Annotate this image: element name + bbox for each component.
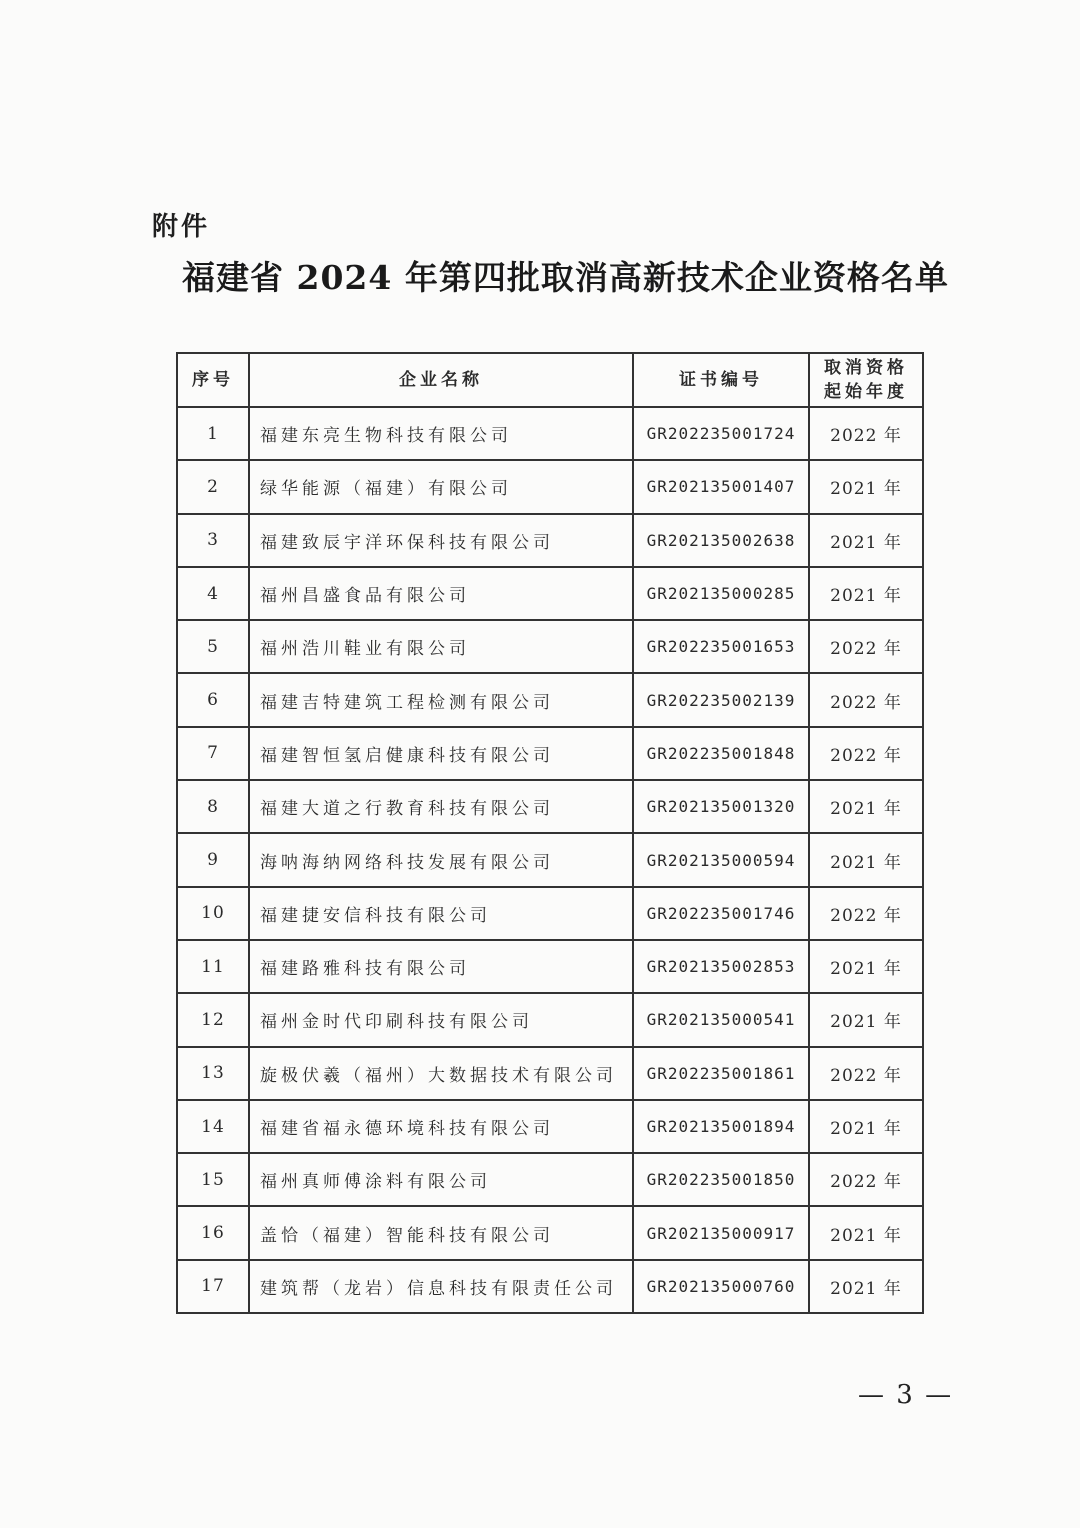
cell-company-name: 旋极伏羲（福州）大数据技术有限公司 <box>249 1047 633 1100</box>
cell-revocation-year: 2022 年 <box>809 620 923 673</box>
cell-certificate-number: GR202235001848 <box>633 727 809 780</box>
cell-revocation-year: 2022 年 <box>809 727 923 780</box>
cell-certificate-number: GR202135001894 <box>633 1100 809 1153</box>
table-row <box>177 407 923 460</box>
cell-serial-number: 11 <box>177 940 249 993</box>
table-row <box>177 460 923 513</box>
cell-certificate-number: GR202135001320 <box>633 780 809 833</box>
cell-certificate-number: GR202235001746 <box>633 887 809 940</box>
cell-revocation-year: 2022 年 <box>809 1153 923 1206</box>
cell-revocation-year: 2022 年 <box>809 1047 923 1100</box>
cell-certificate-number: GR202235001850 <box>633 1153 809 1206</box>
cell-serial-number: 5 <box>177 620 249 673</box>
cell-revocation-year: 2021 年 <box>809 1260 923 1313</box>
cell-company-name: 福建致辰宇洋环保科技有限公司 <box>249 514 633 567</box>
cell-serial-number: 17 <box>177 1260 249 1313</box>
cell-company-name: 福州金时代印刷科技有限公司 <box>249 993 633 1046</box>
cell-serial-number: 1 <box>177 407 249 460</box>
header-revocation-year <box>809 353 923 407</box>
cell-certificate-number: GR202135002853 <box>633 940 809 993</box>
table-row <box>177 1153 923 1206</box>
cell-revocation-year: 2021 年 <box>809 940 923 993</box>
table-row <box>177 833 923 886</box>
cell-serial-number: 7 <box>177 727 249 780</box>
cell-company-name: 福建捷安信科技有限公司 <box>249 887 633 940</box>
table-row <box>177 673 923 726</box>
cell-revocation-year: 2022 年 <box>809 887 923 940</box>
cell-serial-number: 16 <box>177 1206 249 1259</box>
table-row <box>177 727 923 780</box>
cell-company-name: 福建省福永德环境科技有限公司 <box>249 1100 633 1153</box>
cell-revocation-year: 2021 年 <box>809 1100 923 1153</box>
table-row <box>177 993 923 1046</box>
cell-company-name: 建筑帮（龙岩）信息科技有限责任公司 <box>249 1260 633 1313</box>
cell-company-name: 绿华能源（福建）有限公司 <box>249 460 633 513</box>
attachment-label: 附件 <box>152 212 211 242</box>
cell-revocation-year: 2021 年 <box>809 833 923 886</box>
cell-revocation-year: 2021 年 <box>809 514 923 567</box>
cell-company-name: 福建东亮生物科技有限公司 <box>249 407 633 460</box>
cell-certificate-number: GR202135000917 <box>633 1206 809 1259</box>
cell-company-name: 福建吉特建筑工程检测有限公司 <box>249 673 633 726</box>
cell-certificate-number: GR202135001407 <box>633 460 809 513</box>
header-certificate-number: 证书编号 <box>633 353 809 407</box>
header-revocation-year-line2: 起始年度 <box>824 382 908 402</box>
revocation-list-table <box>176 352 924 1314</box>
cell-certificate-number: GR202235001724 <box>633 407 809 460</box>
header-company-name: 企业名称 <box>249 353 633 407</box>
table-row <box>177 1100 923 1153</box>
cell-company-name: 盖恰（福建）智能科技有限公司 <box>249 1206 633 1259</box>
cell-certificate-number: GR202235002139 <box>633 673 809 726</box>
header-serial-number: 序号 <box>177 353 249 407</box>
cell-serial-number: 13 <box>177 1047 249 1100</box>
cell-company-name: 海呐海纳网络科技发展有限公司 <box>249 833 633 886</box>
table-row <box>177 780 923 833</box>
table-row <box>177 620 923 673</box>
cell-certificate-number: GR202235001653 <box>633 620 809 673</box>
cell-revocation-year: 2021 年 <box>809 780 923 833</box>
table-row <box>177 1260 923 1313</box>
cell-serial-number: 6 <box>177 673 249 726</box>
cell-revocation-year: 2021 年 <box>809 1206 923 1259</box>
table-row <box>177 1206 923 1259</box>
cell-serial-number: 12 <box>177 993 249 1046</box>
document-title: 福建省 2024 年第四批取消高新技术企业资格名单 <box>182 258 949 297</box>
cell-revocation-year: 2022 年 <box>809 673 923 726</box>
cell-serial-number: 9 <box>177 833 249 886</box>
cell-company-name: 福建路雅科技有限公司 <box>249 940 633 993</box>
header-revocation-year-line1: 取消资格 <box>824 358 908 378</box>
cell-serial-number: 15 <box>177 1153 249 1206</box>
table-row <box>177 887 923 940</box>
cell-certificate-number: GR202135000594 <box>633 833 809 886</box>
cell-certificate-number: GR202235001861 <box>633 1047 809 1100</box>
table-row <box>177 1047 923 1100</box>
cell-revocation-year: 2022 年 <box>809 407 923 460</box>
cell-serial-number: 3 <box>177 514 249 567</box>
cell-serial-number: 10 <box>177 887 249 940</box>
cell-company-name: 福建智恒氢启健康科技有限公司 <box>249 727 633 780</box>
cell-company-name: 福州浩川鞋业有限公司 <box>249 620 633 673</box>
cell-company-name: 福州真师傅涂料有限公司 <box>249 1153 633 1206</box>
table-row <box>177 514 923 567</box>
cell-serial-number: 14 <box>177 1100 249 1153</box>
cell-serial-number: 8 <box>177 780 249 833</box>
cell-company-name: 福建大道之行教育科技有限公司 <box>249 780 633 833</box>
cell-serial-number: 4 <box>177 567 249 620</box>
page-number: — 3 — <box>858 1380 954 1410</box>
cell-revocation-year: 2021 年 <box>809 993 923 1046</box>
table-header-row <box>177 353 923 407</box>
cell-company-name: 福州昌盛食品有限公司 <box>249 567 633 620</box>
table-row <box>177 567 923 620</box>
cell-revocation-year: 2021 年 <box>809 567 923 620</box>
table-row <box>177 940 923 993</box>
cell-certificate-number: GR202135000541 <box>633 993 809 1046</box>
cell-certificate-number: GR202135000760 <box>633 1260 809 1313</box>
cell-certificate-number: GR202135000285 <box>633 567 809 620</box>
cell-revocation-year: 2021 年 <box>809 460 923 513</box>
cell-certificate-number: GR202135002638 <box>633 514 809 567</box>
cell-serial-number: 2 <box>177 460 249 513</box>
